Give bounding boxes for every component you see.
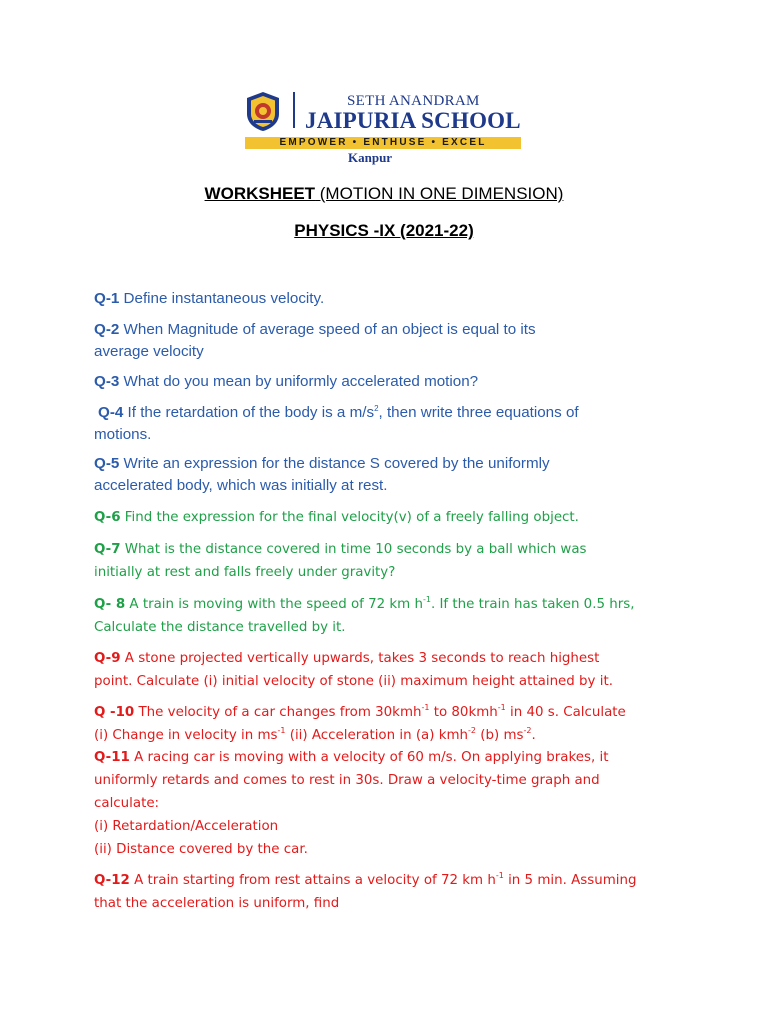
- question-text: .: [531, 728, 536, 743]
- question-number: Q- 8: [94, 597, 126, 612]
- school-tagline: EMPOWER • ENTHUSE • EXCEL: [245, 137, 521, 149]
- superscript: -2: [523, 726, 532, 735]
- question-6: [94, 506, 694, 529]
- question-9: [94, 647, 694, 693]
- school-city: Kanpur: [348, 150, 393, 165]
- question-number: Q-12: [94, 873, 130, 888]
- question-11: [94, 746, 694, 861]
- school-emblem-icon: [243, 90, 283, 132]
- question-text: A train is moving with the speed of 72 km h: [125, 597, 423, 612]
- subject-title: [0, 221, 768, 241]
- question-8: [94, 593, 694, 639]
- question-number: Q-1: [94, 290, 120, 307]
- question-text: What do you mean by uniformly accelerated motion?: [119, 373, 479, 390]
- question-text: (i) Change in velocity in ms: [94, 728, 278, 743]
- question-number: Q -10: [94, 705, 135, 720]
- question-text: initially at rest and falls freely under gravity?: [94, 565, 396, 580]
- worksheet-topic: (MOTION IN ONE DIMENSION): [315, 184, 564, 203]
- question-text: (i) Retardation/Acceleration: [94, 819, 279, 834]
- question-text: in 40 s. Calculate: [505, 705, 626, 720]
- question-text: Define instantaneous velocity.: [119, 290, 325, 307]
- worksheet-label: WORKSHEET: [204, 184, 316, 203]
- question-text: uniformly retards and comes to rest in 30s. Draw a velocity-time graph and: [94, 773, 600, 788]
- superscript: -2: [468, 726, 476, 735]
- question-text: If the retardation of the body is a m/s: [123, 404, 375, 421]
- question-3: [94, 371, 694, 393]
- question-text: Find the expression for the final velocity(v) of a freely falling object.: [120, 510, 579, 525]
- question-number: Q-5: [94, 455, 120, 472]
- question-number: Q-9: [94, 651, 121, 666]
- question-number: Q-2: [94, 321, 120, 338]
- subject-label: PHYSICS -IX (2021-22): [294, 221, 474, 240]
- question-text: that the acceleration is uniform, find: [94, 896, 340, 911]
- question-text: When Magnitude of average speed of an object is equal to its: [119, 321, 536, 338]
- question-number: Q-3: [94, 373, 120, 390]
- question-number: Q-7: [94, 542, 121, 557]
- question-text: Calculate the distance travelled by it.: [94, 620, 346, 635]
- question-1: [94, 288, 694, 310]
- question-text: . If the train has taken 0.5 hrs,: [430, 597, 635, 612]
- question-4: [94, 402, 698, 446]
- logo-divider: [293, 92, 295, 128]
- question-text: (ii) Distance covered by the car.: [94, 842, 308, 857]
- question-text: calculate:: [94, 796, 160, 811]
- school-logo: [241, 90, 529, 166]
- worksheet-title: [0, 184, 768, 204]
- question-5: [94, 453, 694, 497]
- question-text: What is the distance covered in time 10 seconds by a ball which was: [120, 542, 587, 557]
- question-12: [94, 869, 694, 915]
- superscript: -1: [497, 703, 506, 712]
- question-text: to 80kmh: [429, 705, 498, 720]
- school-name-line1: SETH ANANDRAM: [347, 93, 480, 109]
- question-text: accelerated body, which was initially at rest.: [94, 477, 388, 494]
- superscript: 2: [374, 404, 379, 413]
- question-text: The velocity of a car changes from 30kmh: [134, 705, 422, 720]
- question-number: Q-6: [94, 510, 121, 525]
- question-number: Q-11: [94, 750, 130, 765]
- question-text: motions.: [94, 426, 152, 443]
- question-text: point. Calculate (i) initial velocity of stone (ii) maximum height attained by it.: [94, 674, 613, 689]
- question-text: in 5 min. Assuming: [503, 873, 637, 888]
- superscript: -1: [277, 726, 286, 735]
- question-text: (ii) Acceleration in (a) kmh: [285, 728, 469, 743]
- superscript: -1: [495, 871, 504, 880]
- question-text: , then write three equations of: [378, 404, 579, 421]
- question-text: Write an expression for the distance S covered by the uniformly: [119, 455, 550, 472]
- school-name-line2: JAIPURIA SCHOOL: [305, 108, 521, 133]
- question-2: [94, 319, 694, 363]
- question-7: [94, 538, 694, 584]
- question-text: A train starting from rest attains a velocity of 72 km h: [129, 873, 496, 888]
- question-text: A stone projected vertically upwards, takes 3 seconds to reach highest: [120, 651, 600, 666]
- question-text: average velocity: [94, 343, 204, 360]
- superscript: -1: [422, 595, 431, 604]
- question-text: (b) ms: [476, 728, 524, 743]
- question-text: A racing car is moving with a velocity of 60 m/s. On applying brakes, it: [129, 750, 609, 765]
- superscript: -1: [421, 703, 430, 712]
- question-number: Q-4: [98, 404, 124, 421]
- question-10: [94, 701, 694, 747]
